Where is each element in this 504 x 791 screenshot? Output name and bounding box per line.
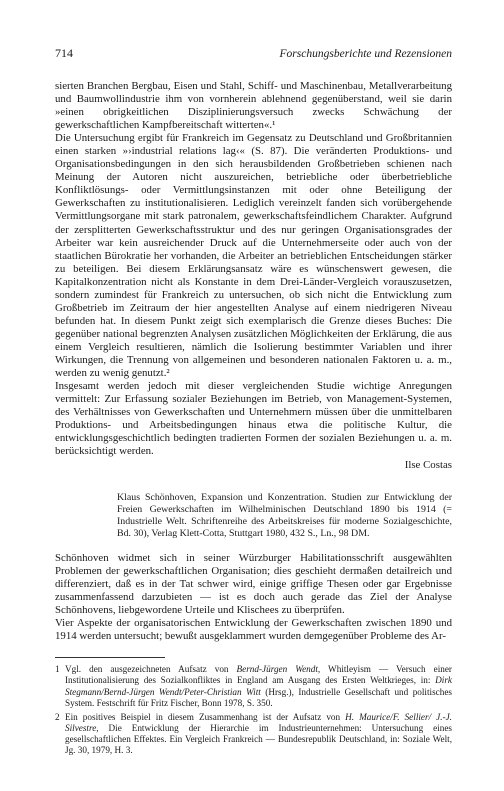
italic-name: Bernd-Jürgen Wendt, (236, 664, 321, 675)
review2-paragraph-2: Vier Aspekte der organisatorischen Entwicklung der Gewerkschaften zwischen 1890 und 1914 werden untersucht; bewußt ausgeklammert wurden demgegenüber Probleme des Ar- (55, 617, 452, 643)
footnote-number: 2 (55, 711, 60, 722)
footnote-text (65, 712, 452, 756)
footnote-fragment: Whitleyism — Versuch einer Institutionalisierung des Sozialkonfliktes in England am Ausgang des Ersten Weltkrieges, in: (65, 664, 452, 686)
footnote-number: 1 (55, 664, 60, 675)
footnote-fragment: Ein positives Beispiel in diesem Zusammenhang ist der Aufsatz von (65, 711, 346, 722)
book-reference: Klaus Schönhoven, Expansion und Konzentration. Studien zur Entwicklung der Freien Gewerkschaften im Wilhelminischen Deutschland 1890 bis 1914 (= Industrielle Welt. Schriftenreihe des Arbeitskreises für moderne Sozialgeschichte, Bd. 30), Verlag Klett-Cotta, Stuttgart 1980, 432 S., Ln., 98 DM. (117, 492, 452, 540)
footnote-divider (55, 657, 165, 658)
footnote-fragment: Vgl. den ausgezeichneten Aufsatz von (65, 664, 237, 675)
body-text (55, 80, 452, 756)
footnote-1 (55, 664, 452, 708)
reviewer-signature: Ilse Costas (404, 459, 452, 472)
footnotes (55, 664, 452, 756)
running-header (55, 46, 452, 61)
page (55, 46, 452, 759)
page-number: 714 (55, 46, 73, 60)
running-title: Forschungsberichte und Rezensionen (279, 48, 452, 60)
footnote-fragment: Die Entwicklung der Hierarchie im Industrieunternehmen: Untersuchung eines gesellschaftlichen Effektes. Ein Vergleich Frankreich — Bundesrepublik Deutschland, in: Soziale Welt, Jg. 30, 1979, H. 3. (65, 722, 452, 756)
review2-paragraph-1: Schönhoven widmet sich in seiner Würzburger Habilitationsschrift ausgewählten Problemen der gewerkschaftlichen Organisation; dies geschieht dermaßen detailreich und differenziert, daß es in der Tat schwer wird, einige griffige Thesen oder gar Ergebnisse zusammenfassend darzubieten — ist es doch auch gerade das Ziel der Analyse Schönhovens, liebgewordene Urteile und Klischees zu überprüfen. (55, 552, 452, 617)
review1-paragraph-1: sierten Branchen Bergbau, Eisen und Stahl, Schiff- und Maschinenbau, Metallverarbeitung und Baumwollindustrie ihm von vornherein ablehnend gegenüberstand, weil sie darin »einen obrigkeitlichen Disziplinierungsversuch zwecks Schwächung der gewerkschaftlichen Kampfbereitschaft witterten«.¹ (55, 80, 452, 132)
footnote-text (65, 664, 452, 708)
footnote-fragment: (Hrsg.), Industrielle Gesellschaft und politisches System. Festschrift für Fritz Fischer, Bonn 1978, S. 350. (65, 686, 452, 708)
italic-name: H. Maurice/F. Sellier/ J.-J. Silvestre, (65, 711, 452, 733)
italic-name: Dirk Stegmann/Bernd-Jürgen Wendt/Peter-Christian Witt (65, 675, 452, 697)
footnote-2 (55, 712, 452, 756)
review1-paragraph-2: Die Untersuchung ergibt für Frankreich im Gegensatz zu Deutschland und Großbritannien einen starken »›industrial relations lag‹« (S. 87). Die veränderten Produktions- und Organisationsbedingungen in den sich herausbildenden Großbetrieben schienen nach Meinung der Autoren nicht auszureichen, betriebliche oder überbetriebliche Konfliktlösungs- oder Vermittlungsinstanzen mit oder ohne Beteiligung der Gewerkschaften zu institutionalisieren. Lediglich vereinzelt fanden sich vorübergehende Vermittlungsorgane mit stark patronalem, gewerkschaftsfeindlichem Charakter. Aufgrund der zersplitterten Gewerkschaftsstruktur und des nur geringen Organisationsgrades der Arbeiter war kein ausreichender Druck auf die Unternehmerseite oder auch von der staatlichen Bürokratie her vorhanden, die Arbeiter an betrieblichen Entscheidungen stärker zu beteiligen. Bei diesem Erklärungsansatz wäre es wünschenswert gewesen, die Kapitalkonzentration nicht als Konstante in dem Drei-Länder-Vergleich vorauszusetzen, sondern zumindest für Frankreich zu untersuchen, ob sich nicht die Entwicklung zum Großbetrieb im Zeitraum der hier angestellten Analyse auf einem niedrigeren Niveau befunden hat. In diesem Punkt zeigt sich exemplarisch die Grenze dieses Buches: Die gegenüber national begrenzten Analysen zusätzlichen Möglichkeiten der Erklärung, die aus einem Vergleich resultieren, nämlich die Isolierung bestimmter Variablen und ihrer Wirkungen, die Trennung von allgemeinen und besonderen nationalen Faktoren u. a. m., werden zu wenig genutzt.² (55, 132, 452, 380)
review1-paragraph-3: Insgesamt werden jedoch mit dieser vergleichenden Studie wichtige Anregungen vermittelt: Zur Erfassung sozialer Beziehungen im Betrieb, von Management-Systemen, des Verhältnisses von Gewerkschaften und Unternehmern müssen über die unmittelbaren Produktions- und Arbeitsbedingungen hinaus etwa die politische Kultur, die entwicklungsgeschichtlich bedingten tradierten Formen der sozialen Beziehungen u. a. m. berücksichtigt werden. (55, 380, 452, 458)
